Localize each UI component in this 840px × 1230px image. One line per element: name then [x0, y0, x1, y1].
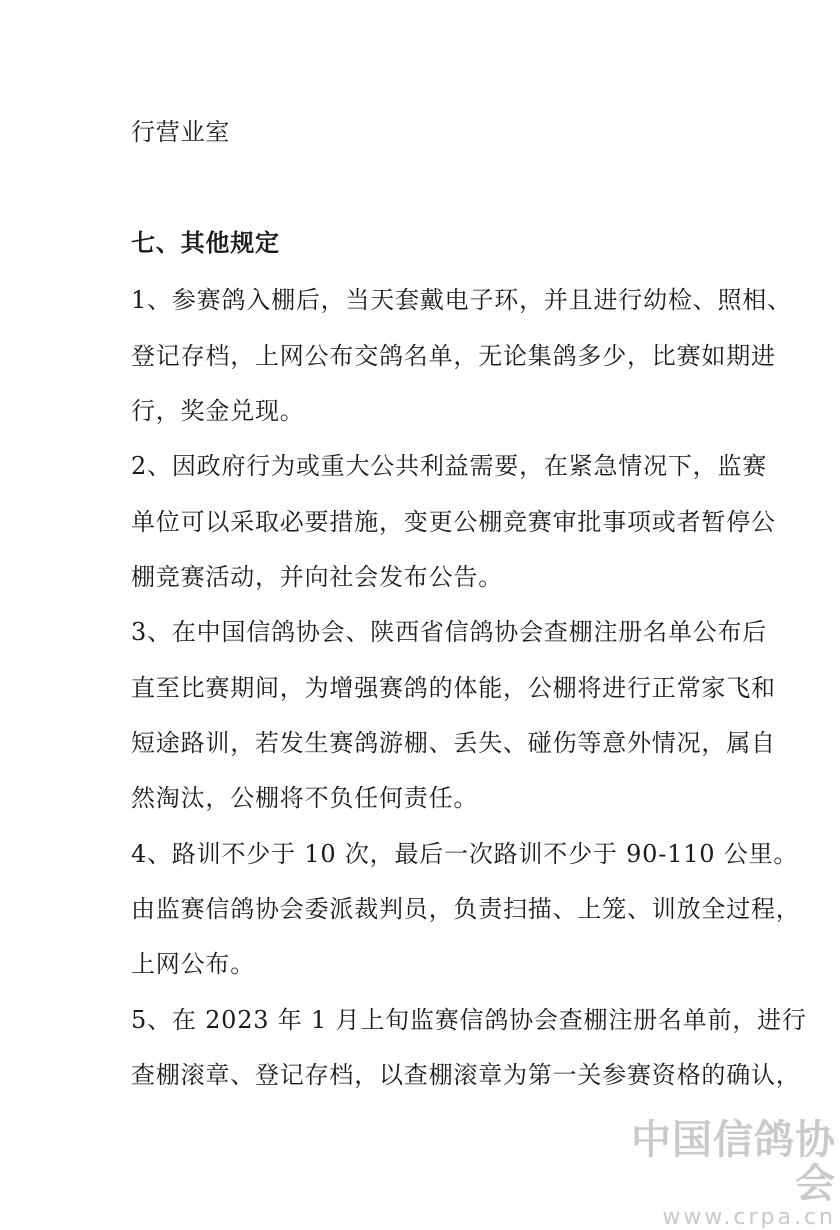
paragraph-4-line-2: 由监赛信鸽协会委派裁判员，负责扫描、上笼、训放全过程，: [131, 895, 801, 923]
paragraph-4-line-3: 上网公布。: [131, 950, 255, 978]
top-fragment-line: 行营业室: [131, 118, 231, 146]
paragraph-2-line-3: 棚竞赛活动，并向社会发布公告。: [131, 563, 503, 591]
paragraph-5-line-1: 5、在 2023 年 1 月上旬监赛信鸽协会查棚注册名单前，进行: [131, 1006, 807, 1034]
paragraph-1-line-1: 1、参赛鸽入棚后，当天套戴电子环，并且进行幼检、照相、: [131, 286, 792, 314]
paragraph-1-line-2: 登记存档，上网公布交鸽名单，无论集鸽多少，比赛如期进: [131, 342, 776, 370]
paragraph-1-line-3: 行，奖金兑现。: [131, 397, 305, 425]
paragraph-5-line-2: 查棚滚章、登记存档，以查棚滚章为第一关参赛资格的确认，: [131, 1061, 801, 1089]
paragraph-3-line-4: 然淘汰，公棚将不负任何责任。: [131, 784, 479, 812]
paragraph-4-line-1: 4、路训不少于 10 次，最后一次路训不少于 90-110 公里。: [131, 840, 799, 868]
watermark-title: 中国信鸽协会: [631, 1117, 836, 1207]
paragraph-3-line-3: 短途路训，若发生赛鸽游棚、丢失、碰伤等意外情况，属自: [131, 729, 776, 757]
section-heading: 七、其他规定: [131, 229, 280, 257]
watermark-url: www.crpa.cn: [662, 1205, 836, 1230]
paragraph-2-line-1: 2、因政府行为或重大公共利益需要，在紧急情况下，监赛: [131, 452, 768, 480]
paragraph-3-line-1: 3、在中国信鸽协会、陕西省信鸽协会查棚注册名单公布后: [131, 618, 768, 646]
paragraph-2-line-2: 单位可以采取必要措施，变更公棚竞赛审批事项或者暂停公: [131, 508, 776, 536]
watermark: [616, 1118, 836, 1230]
paragraph-3-line-2: 直至比赛期间，为增强赛鸽的体能，公棚将进行正常家飞和: [131, 674, 776, 702]
